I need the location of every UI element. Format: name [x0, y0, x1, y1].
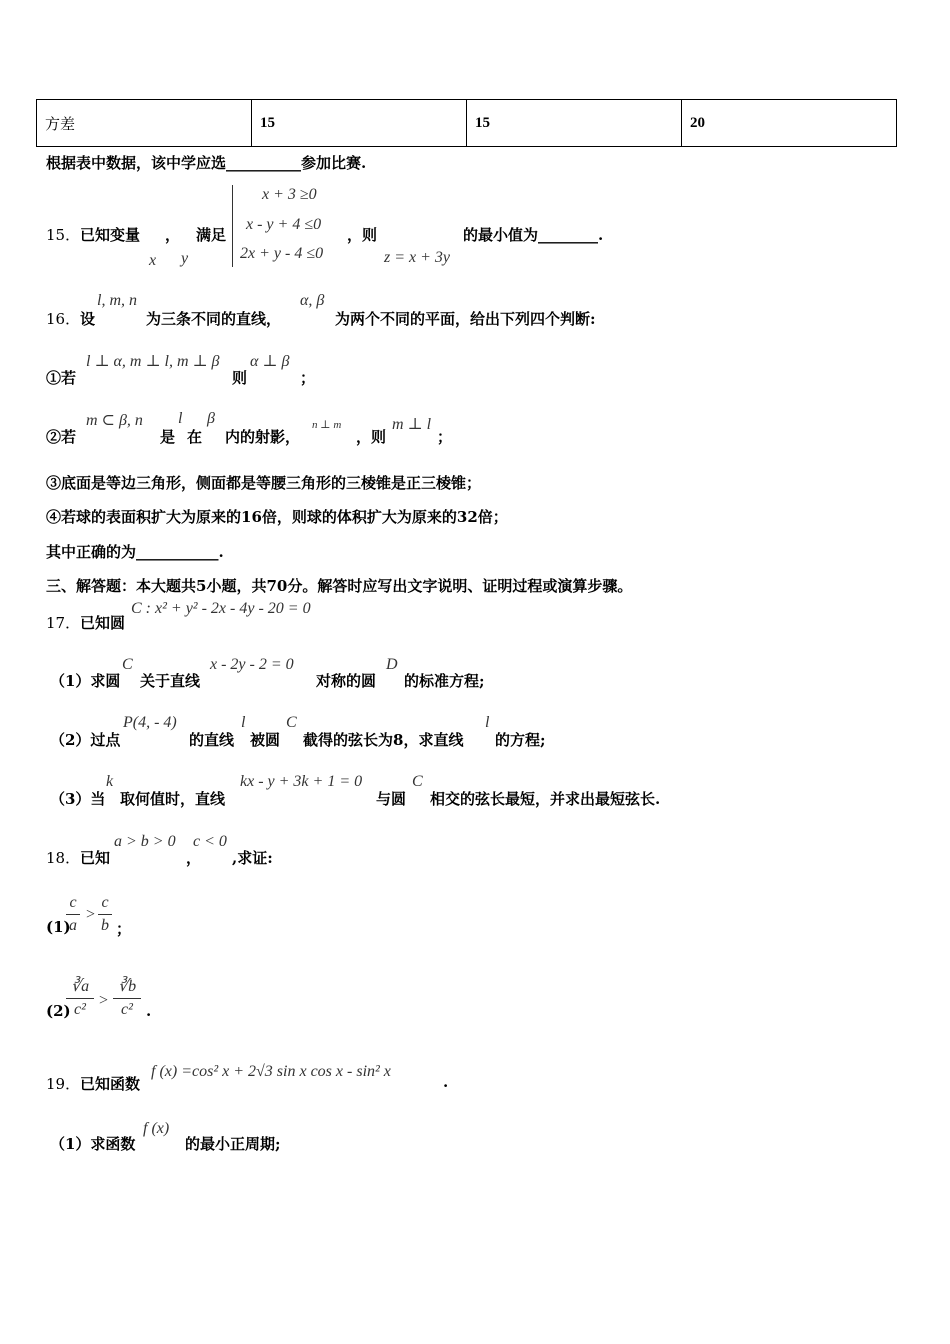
fraction-bar	[113, 998, 141, 999]
q18-p2-label: (2)	[46, 1002, 71, 1020]
q19-p1-b: 的最小正周期;	[185, 1135, 281, 1153]
q15-var-x: x	[149, 252, 157, 269]
q19-end: .	[443, 1073, 449, 1091]
q15-text1: 已知变量	[80, 226, 141, 244]
q16-s1-concl: α ⊥ β	[250, 353, 290, 370]
q15-ineq2: x - y + 4 ≤0	[246, 216, 322, 233]
q17-p1-line: x - 2y - 2 = 0	[210, 656, 294, 673]
q18-p2-frac2-den: c²	[121, 1001, 133, 1018]
q17-p1-c: 对称的圆	[316, 672, 377, 690]
q19-p1-a: （1）求函数	[50, 1135, 136, 1153]
q17-p1-a: （1）求圆	[50, 672, 121, 690]
q17-p3-d: 相交的弦长最短，并求出最短弦长.	[430, 790, 661, 808]
q18-p2-frac1	[66, 976, 94, 1019]
q16-s2-math: m ⊂ β, n	[86, 412, 143, 429]
q16-s2-concl: m ⊥ l	[392, 416, 432, 433]
q18-p1-label: (1)	[46, 918, 71, 936]
q18-number: 18．	[46, 849, 81, 867]
q16-text3: 为两个不同的平面，给出下列四个判断:	[335, 310, 596, 328]
q16-s1-math: l ⊥ α, m ⊥ l, m ⊥ β	[86, 353, 220, 370]
table-cell-3: 20	[682, 100, 897, 147]
q19-text: 已知函数	[80, 1075, 141, 1093]
q17-p3-C: C	[412, 773, 423, 790]
q15-text4: 的最小值为________.	[463, 226, 604, 244]
q16-lmn: l, m, n	[97, 292, 137, 309]
q15-number: 15．	[46, 226, 81, 244]
q16-number: 16．	[46, 310, 81, 328]
q15-comma: ，	[165, 226, 181, 244]
q17-p2-a: （2）过点	[50, 731, 121, 749]
q16-answer: 其中正确的为___________.	[46, 543, 224, 561]
q14-tail-text: 根据表中数据，该中学应选__________参加比赛.	[46, 154, 367, 172]
q19-number: 19．	[46, 1075, 81, 1093]
q16-s2-beta: β	[207, 410, 215, 427]
q16-s2-is: 是	[160, 428, 176, 446]
q18-p1-frac1-num: c	[69, 894, 77, 911]
variance-table	[36, 99, 897, 147]
q15-ineq3: 2x + y - 4 ≤0	[240, 245, 324, 262]
q16-alpha-beta: α, β	[300, 292, 325, 309]
q18-p1-frac2-num: c	[101, 894, 109, 911]
q16-s4: ④若球的表面积扩大为原来的16倍，则球的体积扩大为原来的32倍；	[46, 508, 508, 526]
q16-s1-end: ；	[300, 369, 316, 387]
q17-p2-b: 的直线	[189, 731, 235, 749]
table-label-cell: 方差	[37, 100, 252, 147]
q17-circle-eq: C : x² + y² - 2x - 4y - 20 = 0	[131, 600, 311, 617]
q18-p2-frac1-den: c²	[74, 1001, 86, 1018]
q17-p2-d: 截得的弦长为8，求直线	[303, 731, 464, 749]
q17-p2-C: C	[286, 714, 297, 731]
q18-p1-frac1-den: a	[69, 917, 77, 934]
q18-comma: ，	[186, 849, 202, 867]
q16-s2-l: l	[178, 410, 183, 427]
q16-s1-mark: ①若	[46, 369, 77, 387]
fraction-bar	[66, 998, 94, 999]
q15-text2: 满足	[196, 226, 227, 244]
q17-p3-c: 与圆	[376, 790, 407, 808]
fraction-bar	[66, 914, 80, 915]
q17-p2-e: 的方程;	[495, 731, 546, 749]
q17-p2-P: P(4, - 4)	[123, 714, 177, 731]
table-cell-2: 15	[467, 100, 682, 147]
q17-p1-d: 的标准方程;	[404, 672, 485, 690]
table-cell-1: 15	[252, 100, 467, 147]
q18-p1-frac1	[66, 894, 80, 935]
q16-s2-proj: 内的射影，	[225, 428, 301, 446]
section-3-heading: 三、解答题：本大题共5小题，共70分。解答时应写出文字说明、证明过程或演算步骤。	[46, 577, 633, 595]
q19-p1-f: f (x)	[143, 1120, 170, 1137]
q18-p1-end: ；	[116, 920, 132, 938]
q17-text: 已知圆	[80, 614, 126, 632]
q18-p2-end: .	[146, 1002, 152, 1020]
q16-s3: ③底面是等边三角形，侧面都是等腰三角形的三棱锥是正三棱锥；	[46, 474, 482, 492]
q17-p3-line: kx - y + 3k + 1 = 0	[240, 773, 363, 790]
q16-s2-end: ；	[437, 428, 453, 446]
q15-text3: ，则	[347, 226, 378, 244]
q17-p1-D: D	[386, 656, 398, 673]
q16-s2-nm: n ⊥ m	[312, 419, 342, 431]
q18-p1-frac2-den: b	[101, 917, 109, 934]
q17-p1-b: 关于直线	[140, 672, 201, 690]
q18-p1-gt: >	[86, 906, 96, 923]
q16-s1-then: 则	[232, 369, 248, 387]
q19-function: f (x) =cos² x + 2√3 sin x cos x - sin² x	[151, 1063, 391, 1080]
q17-number: 17．	[46, 614, 81, 632]
q17-p3-a: （3）当	[50, 790, 106, 808]
q17-p1-C: C	[122, 656, 133, 673]
q16-s2-then: ，则	[356, 428, 387, 446]
q18-p2-frac2	[113, 976, 141, 1019]
q16-text2: 为三条不同的直线，	[146, 310, 282, 328]
q18-text2: ,求证:	[232, 849, 273, 867]
fraction-bar	[98, 914, 112, 915]
q15-ineq1: x + 3 ≥0	[262, 186, 317, 203]
q17-p3-k: k	[106, 773, 114, 790]
q17-p3-b: 取何值时，直线	[120, 790, 226, 808]
q18-p1-frac2	[98, 894, 112, 935]
q18-cond2: c < 0	[193, 833, 227, 850]
q17-p2-l: l	[241, 714, 246, 731]
q16-s2-in: 在	[187, 428, 203, 446]
q16-text1: 设	[80, 310, 96, 328]
q17-p2-l2: l	[485, 714, 490, 731]
q18-p2-frac2-num: ∛b	[117, 978, 137, 995]
table-row	[37, 100, 897, 147]
q18-p2-gt: >	[99, 992, 109, 1009]
q18-p2-frac1-num: ∛a	[70, 978, 90, 995]
q18-cond1: a > b > 0	[114, 833, 176, 850]
q18-text: 已知	[80, 849, 111, 867]
q15-z-expr: z = x + 3y	[384, 249, 451, 266]
q17-p2-c: 被圆	[250, 731, 281, 749]
q16-s2-mark: ②若	[46, 428, 77, 446]
q15-var-y: y	[181, 250, 189, 267]
